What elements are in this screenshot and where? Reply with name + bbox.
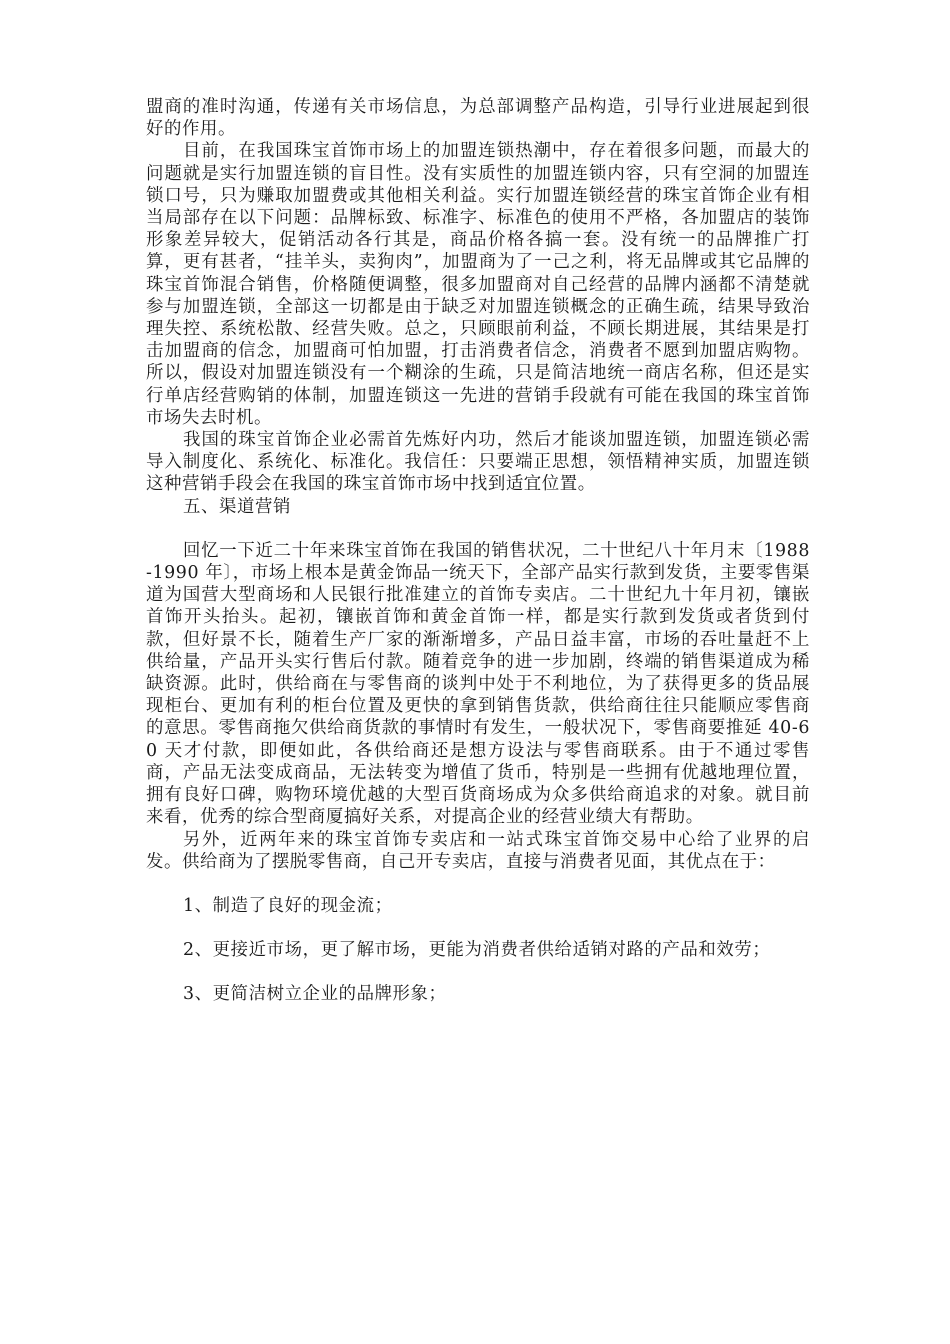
paragraph-specialty-stores: 另外，近两年来的珠宝首饰专卖店和一站式珠宝首饰交易中心给了业界的启发。供给商为了摆脱零售商，自己开专卖店，直接与消费者见面，其优点在于：: [146, 829, 810, 872]
paragraph-franchise-problems: 目前，在我国珠宝首饰市场上的加盟连锁热潮中，存在着很多问题，而最大的问题就是实行加盟连锁的盲目性。没有实质性的加盟连锁内容，只有空洞的加盟连锁口号，只为赚取加盟费或其他相关利益。实行加盟连锁经营的珠宝首饰企业有相当局部存在以下问题：品牌标致、标准字、标准色的使用不严格，各加盟店的装饰形象差异较大，促销活动各行其是，商品价格各搞一套。没有统一的品牌推广打算，更有甚者，“挂羊头，卖狗肉”，加盟商为了一己之利，将无品牌或其它品牌的珠宝首饰混合销售，价格随便调整，很多加盟商对自己经营的品牌内涵都不清楚就参与加盟连锁，全部这一切都是由于缺乏对加盟连锁概念的正确生疏，结果导致治理失控、系统松散、经营失败。总之，只顾眼前利益，不顾长期进展，其结果是打击加盟商的信念，加盟商可怕加盟，打击消费者信念，消费者不愿到加盟店购物。所以，假设对加盟连锁没有一个糊涂的生疏，只是简洁地统一商店名称，但还是实行单店经营购销的体制，加盟连锁这一先进的营销手段就有可能在我国的珠宝首饰市场失去时机。: [146, 141, 810, 428]
list-item-cash-flow: 1、制造了良好的现金流；: [183, 895, 393, 916]
paragraph-continuation: 盟商的准时沟通，传递有关市场信息，为总部调整产品构造，引导行业进展起到很好的作用。: [146, 97, 810, 140]
list-item-closer-to-market: 2、更接近市场，更了解市场，更能为消费者供给适销对路的产品和效劳；: [183, 940, 771, 961]
list-item-brand-image: 3、更简洁树立企业的品牌形象；: [183, 984, 447, 1005]
section-heading-channel-marketing: 五、渠道营销: [183, 496, 291, 517]
paragraph-franchise-conclusion: 我国的珠宝首饰企业必需首先炼好内功，然后才能谈加盟连锁，加盟连锁必需导入制度化、系统化、标准化。我信任：只要端正思想，领悟精神实质，加盟连锁这种营销手段会在我国的珠宝首饰市场中找到适宜位置。: [146, 430, 810, 495]
document-page: [146, 96, 810, 1006]
paragraph-sales-history: 回忆一下近二十年来珠宝首饰在我国的销售状况，二十世纪八十年月末〔1988-1990 年〕，市场上根本是黄金饰品一统天下，全部产品实行款到发货，主要零售渠道为国营大型商场和人民银行批准建立的首饰专卖店。二十世纪九十年月初，镶嵌首饰开头抬头。起初，镶嵌首饰和黄金首饰一样，都是实行款到发货或者货到付款，但好景不长，随着生产厂家的渐渐增多，产品日益丰富，市场的吞吐量赶不上供给量，产品开头实行售后付款。随着竞争的进一步加剧，终端的销售渠道成为稀缺资源。此时，供给商在与零售商的谈判中处于不利地位，为了获得更多的货品展现柜台、更加有利的柜台位置及更快的拿到销售货款，供给商往往只能顺应零售商的意思。零售商拖欠供给商货款的事情时有发生，一般状况下，零售商要推延 40-60 天才付款，即便如此，各供给商还是想方设法与零售商联系。由于不通过零售商，产品无法变成商品，无法转变为增值了货币，特别是一些拥有优越地理位置，拥有良好口碑，购物环境优越的大型百货商场成为众多供给商追求的对象。就目前来看，优秀的综合型商厦搞好关系，对提高企业的经营业绩大有帮助。: [146, 540, 810, 828]
